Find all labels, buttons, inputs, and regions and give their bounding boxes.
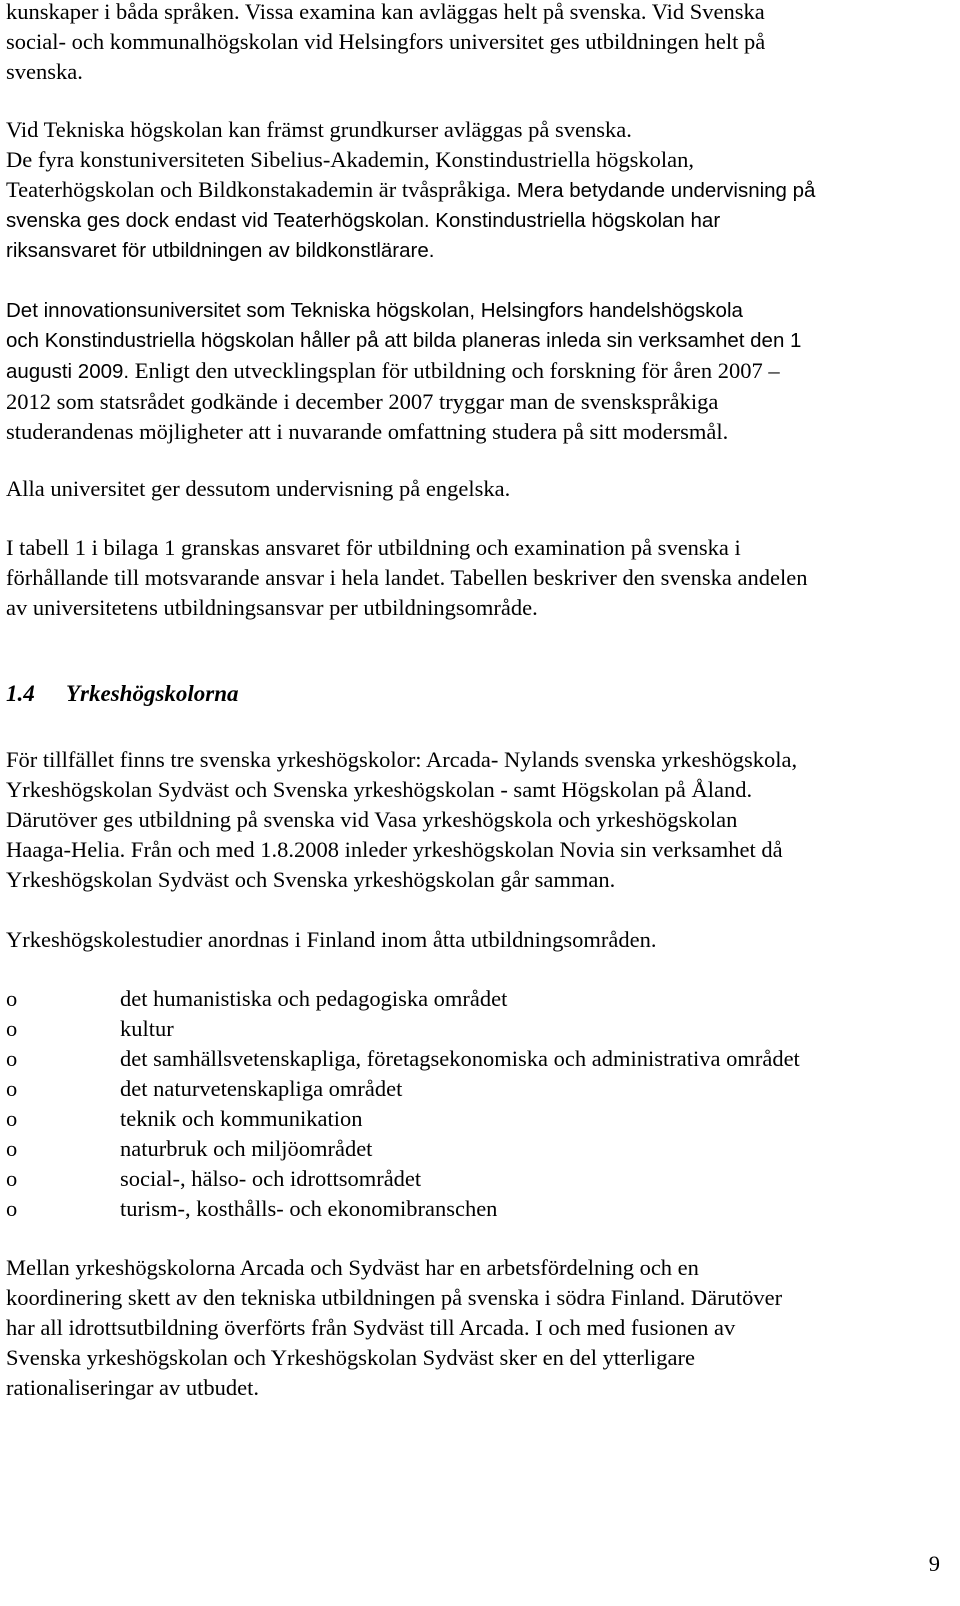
text-line: Svenska yrkeshögskolan och Yrkeshögskolan Sydväst sker en del ytterligare	[6, 1345, 696, 1370]
text-line: studerandenas möjligheter att i nuvarande omfattning studera på sitt modersmål.	[6, 419, 729, 444]
text-line: 2012 som statsrådet godkände i december 2007 tryggar man de svenskspråkiga	[6, 389, 719, 414]
text-line: av universitetens utbildningsansvar per utbildningsområde.	[6, 595, 538, 620]
text-line: Vid Tekniska högskolan kan främst grundkurser avläggas på svenska.	[6, 117, 632, 142]
bullet-icon: o	[6, 1166, 18, 1191]
text-line: kunskaper i båda språken. Vissa examina kan avläggas helt på svenska. Vid Svenska	[6, 0, 765, 24]
text-line: Alla universitet ger dessutom undervisning på engelska.	[6, 476, 511, 501]
bullet-icon: o	[6, 1016, 18, 1041]
text-span: augusti 2009.	[6, 360, 130, 383]
text-line: social- och kommunalhögskolan vid Helsingfors universitet ges utbildningen helt på	[6, 29, 766, 54]
bullet-icon: o	[6, 1196, 18, 1221]
text-line: rationaliseringar av utbudet.	[6, 1375, 260, 1400]
list-item-text: det naturvetenskapliga området	[120, 1076, 403, 1101]
studier-paragraph	[6, 925, 936, 955]
bullet-icon: o	[6, 1046, 18, 1071]
text-line: Yrkeshögskolan Sydväst och Svenska yrkeshögskolan går samman.	[6, 867, 616, 892]
section-title: Yrkeshögskolorna	[66, 681, 239, 706]
tabell-paragraph	[6, 533, 936, 623]
mixed-line	[6, 356, 936, 387]
text-span: Enligt den utvecklingsplan för utbildning och forskning för åren 2007 –	[129, 358, 780, 383]
text-line: svenska.	[6, 59, 83, 84]
list-item-text: social-, hälso- och idrottsområdet	[120, 1166, 422, 1191]
text-line: Yrkeshögskolestudier anordnas i Finland inom åtta utbildningsområden.	[6, 927, 657, 952]
text-line: I tabell 1 i bilaga 1 granskas ansvaret för utbildning och examination på svenska i	[6, 535, 741, 560]
text-line: riksansvaret för utbildningen av bildkonstlärare.	[6, 239, 435, 262]
english-paragraph	[6, 474, 936, 504]
page-number: 9	[928, 1551, 940, 1576]
list-item-text: det samhällsvetenskapliga, företagsekonomiska och administrativa området	[120, 1046, 800, 1071]
text-span: Mera betydande undervisning på	[511, 179, 816, 202]
text-line: Därutöver ges utbildning på svenska vid Vasa yrkeshögskola och yrkeshögskolan	[6, 807, 738, 832]
intro-paragraph	[6, 0, 936, 87]
bullet-icon: o	[6, 1136, 18, 1161]
text-line: Mellan yrkeshögskolorna Arcada och Sydväst har en arbetsfördelning och en	[6, 1255, 699, 1280]
innovation-paragraph	[6, 296, 936, 447]
text-line: De fyra konstuniversiteten Sibelius-Akademin, Konstindustriella högskolan,	[6, 147, 695, 172]
bullet-icon: o	[6, 986, 18, 1011]
bullet-icon: o	[6, 1076, 18, 1101]
text-line: Haaga-Helia. Från och med 1.8.2008 inleder yrkeshögskolan Novia sin verksamhet då	[6, 837, 783, 862]
text-line: förhållande till motsvarande ansvar i hela landet. Tabellen beskriver den svenska andelen	[6, 565, 808, 590]
text-line: Yrkeshögskolan Sydväst och Svenska yrkeshögskolan - samt Högskolan på Åland.	[6, 777, 753, 802]
list-item-text: naturbruk och miljöområdet	[120, 1136, 373, 1161]
text-line: För tillfället finns tre svenska yrkeshögskolor: Arcada- Nylands svenska yrkeshögskola,	[6, 747, 798, 772]
text-line: har all idrottsutbildning överförts från Sydväst till Arcada. I och med fusionen av	[6, 1315, 736, 1340]
tekniska-paragraph	[6, 115, 936, 266]
list-item-text: kultur	[120, 1016, 174, 1041]
list-item-text: det humanistiska och pedagogiska området	[120, 986, 508, 1011]
text-span: Teaterhögskolan och Bildkonstakademin är tvåspråkiga.	[6, 177, 512, 202]
mellan-paragraph	[6, 1253, 936, 1403]
section-heading	[6, 678, 239, 710]
list-item-text: turism-, kosthålls- och ekonomibranschen	[120, 1196, 498, 1221]
text-line: koordinering skett av den tekniska utbildningen på svenska i södra Finland. Därutöver	[6, 1285, 783, 1310]
text-line: och Konstindustriella högskolan håller på att bilda planeras inleda sin verksamhet den 1	[6, 329, 802, 352]
text-line: Det innovationsuniversitet som Tekniska högskolan, Helsingfors handelshögskola	[6, 299, 743, 322]
text-line: svenska ges dock endast vid Teaterhögskolan. Konstindustriella högskolan har	[6, 209, 721, 232]
list-item-text: teknik och kommunikation	[120, 1106, 363, 1131]
mixed-line	[6, 175, 936, 206]
yrkes-paragraph	[6, 745, 936, 895]
bullet-icon: o	[6, 1106, 18, 1131]
section-number: 1.4	[6, 681, 35, 706]
